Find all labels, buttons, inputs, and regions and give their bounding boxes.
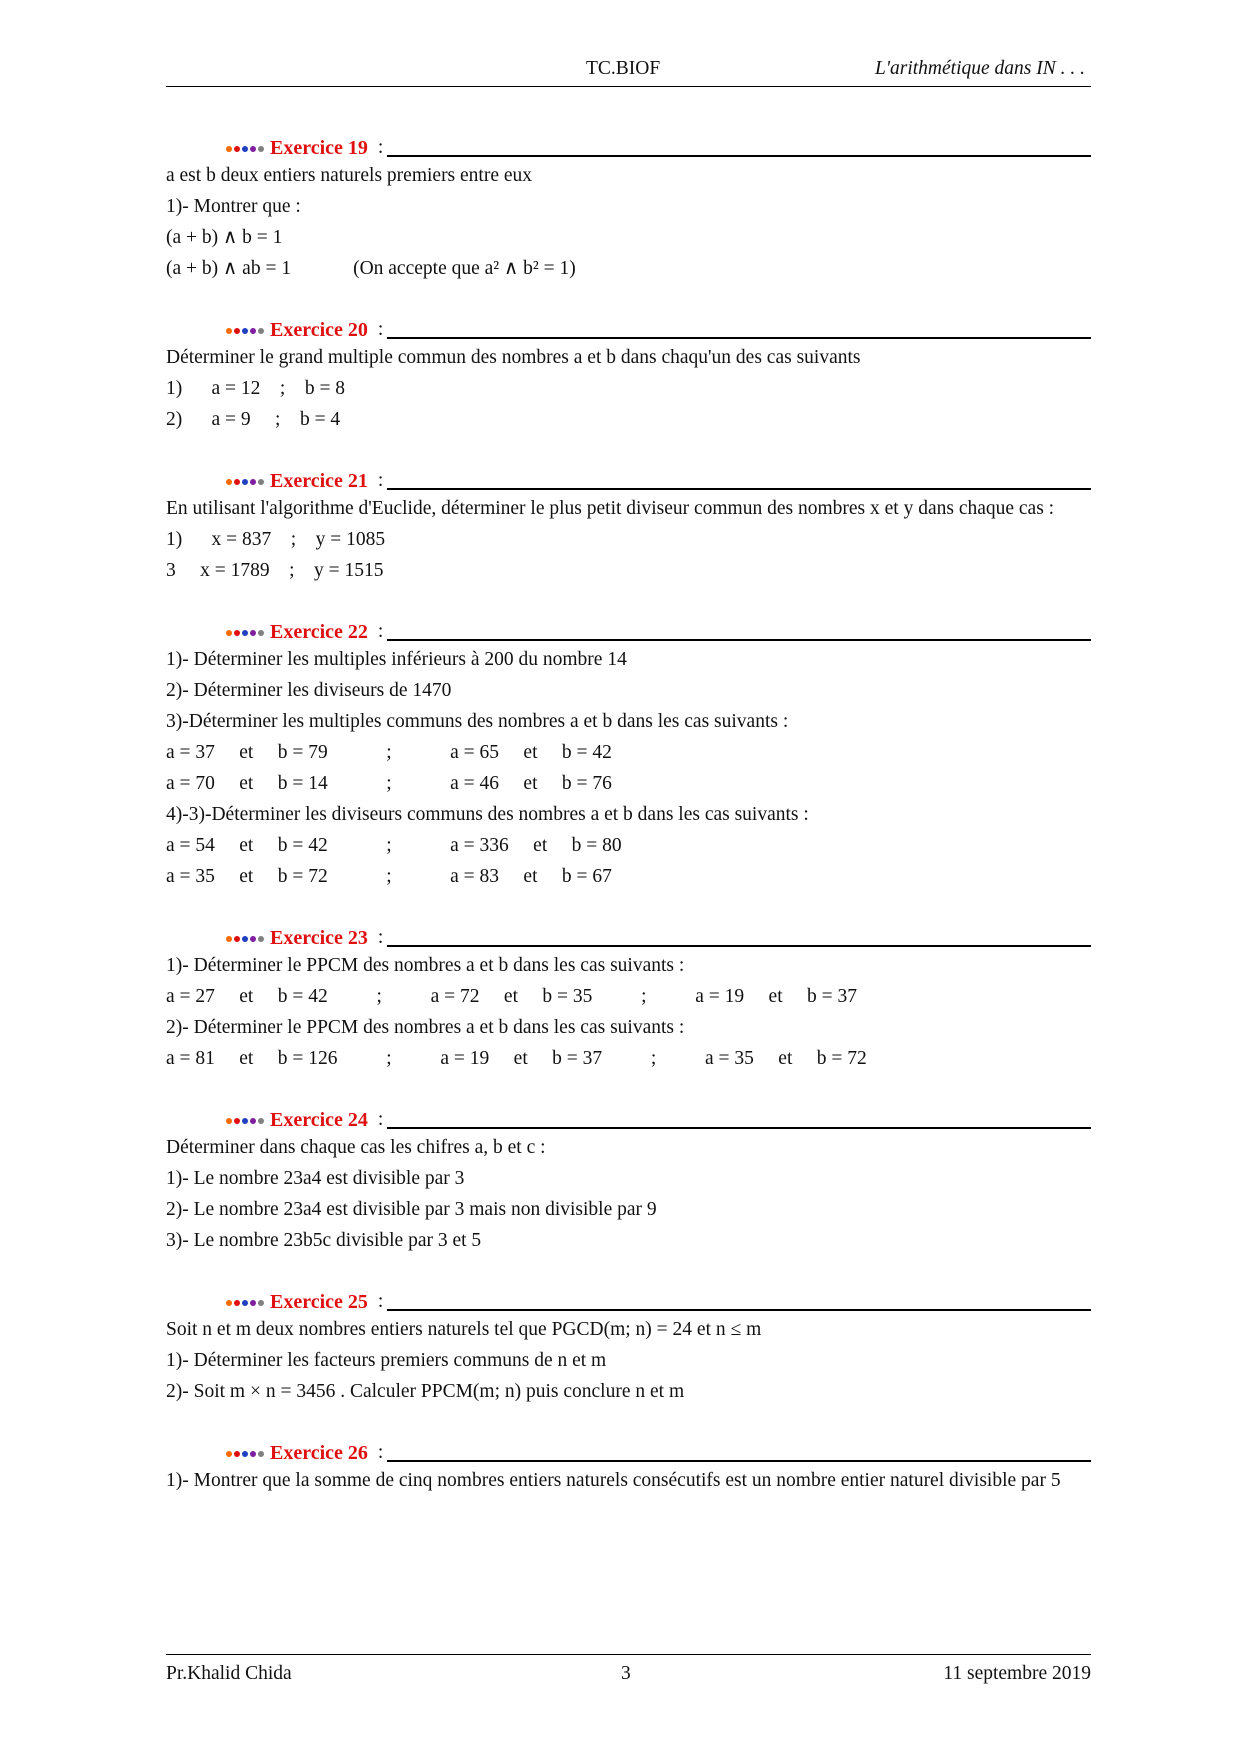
exercise-line: 1)- Montrer que la somme de cinq nombres entiers naturels consécutifs est un nombre entier naturel divisible par 5 bbox=[166, 1470, 1061, 1491]
bullet-dots-icon bbox=[226, 936, 264, 950]
exercise-colon: : bbox=[377, 1291, 384, 1312]
exercise-line: a = 37 et b = 79 ; a = 65 et b = 42 bbox=[166, 742, 612, 763]
exercise-line: 2)- Le nombre 23a4 est divisible par 3 mais non divisible par 9 bbox=[166, 1199, 657, 1220]
exercise-header bbox=[226, 922, 1091, 950]
exercise-line: a = 54 et b = 42 ; a = 336 et b = 80 bbox=[166, 835, 622, 856]
exercise-line: 1)- Déterminer le PPCM des nombres a et b dans les cas suivants : bbox=[166, 955, 685, 976]
exercise-26 bbox=[166, 1437, 1091, 1496]
exercise-rule bbox=[387, 945, 1091, 947]
exercise-colon: : bbox=[377, 927, 384, 948]
bullet-dots-icon bbox=[226, 479, 264, 493]
exercise-line: 2)- Soit m × n = 3456 . Calculer PPCM(m; n) puis conclure n et m bbox=[166, 1381, 685, 1402]
footer-page-number: 3 bbox=[621, 1663, 631, 1684]
exercise-line: 1)- Montrer que : bbox=[166, 196, 301, 217]
exercise-colon: : bbox=[377, 137, 384, 158]
exercise-line bbox=[166, 253, 1091, 284]
exercise-header bbox=[226, 1286, 1091, 1314]
exercise-title: Exercice 25 bbox=[270, 1291, 368, 1313]
note: (On accepte que a² ∧ b² = 1) bbox=[353, 258, 576, 279]
exercise-rule bbox=[387, 1460, 1091, 1462]
exercise-line: 3)- Le nombre 23b5c divisible par 3 et 5 bbox=[166, 1230, 482, 1251]
exercise-line: 3 x = 1789 ; y = 1515 bbox=[166, 560, 384, 581]
exercise-24 bbox=[166, 1104, 1091, 1256]
header-course: TC.BIOF bbox=[586, 58, 661, 79]
exercise-line: a = 70 et b = 14 ; a = 46 et b = 76 bbox=[166, 773, 612, 794]
exercise-23 bbox=[166, 922, 1091, 1074]
exercise-rule bbox=[387, 337, 1091, 339]
exercise-colon: : bbox=[377, 319, 384, 340]
exercise-line: En utilisant l'algorithme d'Euclide, déterminer le plus petit diviseur commun des nombres x et y dans chaque cas : bbox=[166, 498, 1055, 519]
exercise-line: a est b deux entiers naturels premiers entre eux bbox=[166, 165, 533, 186]
bullet-dots-icon bbox=[226, 1118, 264, 1132]
exercise-rule bbox=[387, 1309, 1091, 1311]
exercise-line: a = 81 et b = 126 ; a = 19 et b = 37 ; a = 35 et b = 72 bbox=[166, 1048, 867, 1069]
exercise-line: Déterminer le grand multiple commun des nombres a et b dans chaqu'un des cas suivants bbox=[166, 347, 861, 368]
exercise-header bbox=[226, 1437, 1091, 1465]
exercise-title: Exercice 21 bbox=[270, 470, 368, 492]
bullet-dots-icon bbox=[226, 630, 264, 644]
exercise-line: 2) a = 9 ; b = 4 bbox=[166, 409, 341, 430]
exercise-line: 1) a = 12 ; b = 8 bbox=[166, 378, 346, 399]
footer-date: 11 septembre 2019 bbox=[943, 1663, 1091, 1684]
bullet-dots-icon bbox=[226, 1300, 264, 1314]
exercise-19 bbox=[166, 132, 1091, 284]
exercise-colon: : bbox=[377, 470, 384, 491]
exercise-line: 2)- Déterminer le PPCM des nombres a et b dans les cas suivants : bbox=[166, 1017, 685, 1038]
exercise-21 bbox=[166, 465, 1091, 586]
exercise-header bbox=[226, 465, 1091, 493]
exercise-line: a = 35 et b = 72 ; a = 83 et b = 67 bbox=[166, 866, 612, 887]
exercise-line: (a + b) ∧ b = 1 bbox=[166, 227, 283, 248]
exercise-header bbox=[226, 1104, 1091, 1132]
equation: (a + b) ∧ ab = 1 bbox=[166, 258, 292, 279]
page-footer bbox=[166, 1654, 1091, 1693]
exercise-20 bbox=[166, 314, 1091, 435]
exercise-title: Exercice 23 bbox=[270, 927, 368, 949]
exercise-rule bbox=[387, 1127, 1091, 1129]
exercise-header bbox=[226, 314, 1091, 342]
page-content bbox=[166, 132, 1091, 1496]
exercise-line: Soit n et m deux nombres entiers naturels tel que PGCD(m; n) = 24 et n ≤ m bbox=[166, 1319, 762, 1340]
page-header bbox=[166, 58, 1091, 87]
exercise-line: 4)-3)-Déterminer les diviseurs communs des nombres a et b dans les cas suivants : bbox=[166, 804, 809, 825]
exercise-line: 1)- Déterminer les multiples inférieurs à 200 du nombre 14 bbox=[166, 649, 627, 670]
exercise-title: Exercice 20 bbox=[270, 319, 368, 341]
bullet-dots-icon bbox=[226, 328, 264, 342]
exercise-rule bbox=[387, 155, 1091, 157]
exercise-colon: : bbox=[377, 1109, 384, 1130]
exercise-title: Exercice 19 bbox=[270, 137, 368, 159]
exercise-line: 2)- Déterminer les diviseurs de 1470 bbox=[166, 680, 452, 701]
exercise-line: 1)- Le nombre 23a4 est divisible par 3 bbox=[166, 1168, 465, 1189]
bullet-dots-icon bbox=[226, 146, 264, 160]
exercise-title: Exercice 24 bbox=[270, 1109, 368, 1131]
exercise-line: Déterminer dans chaque cas les chifres a, b et c : bbox=[166, 1137, 546, 1158]
exercise-colon: : bbox=[377, 1442, 384, 1463]
exercise-22 bbox=[166, 616, 1091, 892]
header-chapter-title: L'arithmétique dans IN . . . bbox=[874, 58, 1085, 79]
exercise-line: 3)-Déterminer les multiples communs des nombres a et b dans les cas suivants : bbox=[166, 711, 789, 732]
exercise-title: Exercice 22 bbox=[270, 621, 368, 643]
exercise-rule bbox=[387, 488, 1091, 490]
exercise-25 bbox=[166, 1286, 1091, 1407]
exercise-colon: : bbox=[377, 621, 384, 642]
exercise-header bbox=[226, 616, 1091, 644]
exercise-title: Exercice 26 bbox=[270, 1442, 368, 1464]
exercise-line: 1)- Déterminer les facteurs premiers communs de n et m bbox=[166, 1350, 607, 1371]
exercise-header bbox=[226, 132, 1091, 160]
exercise-line: 1) x = 837 ; y = 1085 bbox=[166, 529, 386, 550]
exercise-line: a = 27 et b = 42 ; a = 72 et b = 35 ; a = 19 et b = 37 bbox=[166, 986, 858, 1007]
bullet-dots-icon bbox=[226, 1451, 264, 1465]
exercise-rule bbox=[387, 639, 1091, 641]
footer-author: Pr.Khalid Chida bbox=[166, 1663, 292, 1684]
